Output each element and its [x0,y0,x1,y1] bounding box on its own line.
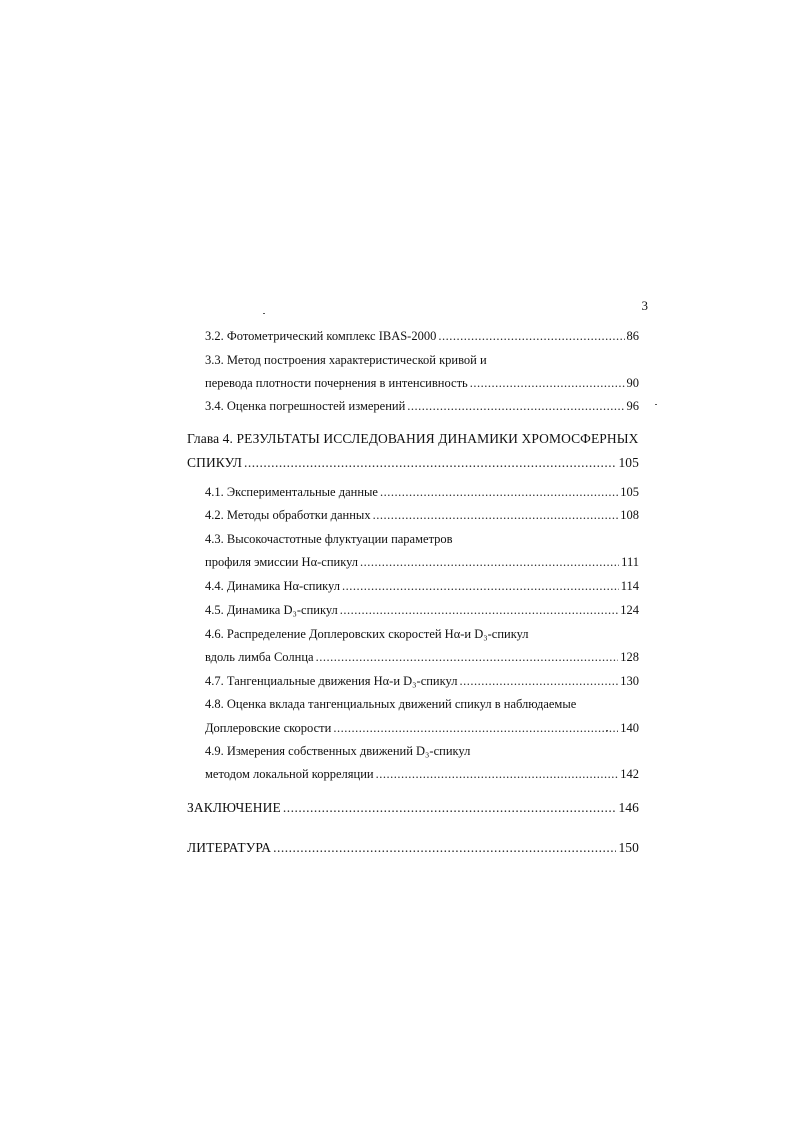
leader-dots [376,766,619,782]
toc-entry-page: 105 [620,485,639,499]
leader-dots [470,375,625,391]
toc-entry-4-4 [205,578,639,594]
toc-entry-literature [187,840,639,856]
toc-entry-label: 4.4. Динамика Hα-спикул [205,579,340,593]
toc-entry-4-3 [205,554,639,570]
toc-entry-page: 111 [621,555,639,569]
toc-entry-4-5 [205,602,639,618]
toc-entry-4-9 [205,766,639,782]
chapter-4-title-line1: Глава 4. РЕЗУЛЬТАТЫ ИССЛЕДОВАНИЯ ДИНАМИКИ ХРОМОСФЕРНЫХ [187,431,639,446]
leader-dots [360,554,619,570]
toc-entry-label: ЛИТЕРАТУРА [187,840,272,855]
toc-entry-4-8-line1: 4.8. Оценка вклада тангенциальных движений спикул в наблюдаемые [205,697,577,711]
toc-entry-label: СПИКУЛ [187,455,243,470]
toc-entry-page: 108 [620,508,639,522]
toc-entry-3-3-line1: 3.3. Метод построения характеристической кривой и [205,353,487,367]
toc-entry-label: вдоль лимба Солнца [205,650,314,664]
leader-dots [459,673,618,689]
toc-entry-label: 3.4. Оценка погрешностей измерений [205,399,406,413]
toc-entry-label: профиля эмиссии Hα-спикул [205,555,359,569]
toc-entry-page: 124 [620,603,639,617]
toc-entry-4-3-line1: 4.3. Высокочастотные флуктуации параметров [205,532,453,546]
toc-entry-page: 105 [618,455,639,470]
toc-entry-label: 4.1. Экспериментальные данные [205,485,378,499]
leader-dots [438,328,624,344]
toc-entry-chapter-4 [187,455,639,471]
toc-entry-label: перевода плотности почернения в интенсивность [205,376,468,390]
scan-speck [655,404,657,405]
leader-dots [373,507,619,523]
leader-dots [273,840,616,856]
toc-entry-page: 86 [626,329,639,343]
toc-entry-page: 128 [620,650,639,664]
leader-dots [333,720,618,736]
toc-entry-label: 3.2. Фотометрический комплекс IBAS-2000 [205,329,437,343]
toc-entry-page: 146 [618,800,639,815]
leader-dots [244,455,616,471]
toc-entry-page: 142 [620,767,639,781]
toc-entry-label: 4.7. Тангенциальные движения Hα-и D₃-спикул [205,674,458,688]
toc-entry-page: 140 [620,721,639,735]
toc-entry-page: 130 [620,674,639,688]
leader-dots [283,800,617,816]
toc-entry-4-6-line1: 4.6. Распределение Доплеровских скоростей Hα-и D₃-спикул [205,627,529,641]
page-number: 3 [641,298,648,313]
toc-entry-page: 90 [626,376,639,390]
toc-entry-3-2 [205,328,639,344]
leader-dots [340,602,618,618]
leader-dots [380,484,618,500]
leader-dots [342,578,619,594]
toc-entry-4-8 [205,720,639,736]
toc-entry-page: 150 [618,840,639,855]
leader-dots [316,649,619,665]
toc-entry-label: Доплеровские скорости [205,721,332,735]
leader-dots [407,398,624,414]
toc-entry-4-6 [205,649,639,665]
toc-entry-conclusion [187,800,639,816]
toc-entry-label: ЗАКЛЮЧЕНИЕ [187,800,281,815]
toc-entry-page: 96 [626,399,639,413]
toc-entry-label: 4.2. Методы обработки данных [205,508,371,522]
scan-speck [606,730,608,731]
toc-entry-4-2 [205,507,639,523]
toc-entry-label: 4.5. Динамика D₃-спикул [205,603,338,617]
toc-entry-4-9-line1: 4.9. Измерения собственных движений D₃-спикул [205,744,471,758]
toc-entry-page: 114 [620,579,639,593]
toc-entry-4-1 [205,484,639,500]
toc-entry-3-3 [205,375,639,391]
toc-entry-3-4 [205,398,639,414]
scan-speck [263,313,265,314]
toc-entry-label: методом локальной корреляции [205,767,374,781]
toc-entry-4-7 [205,673,639,689]
